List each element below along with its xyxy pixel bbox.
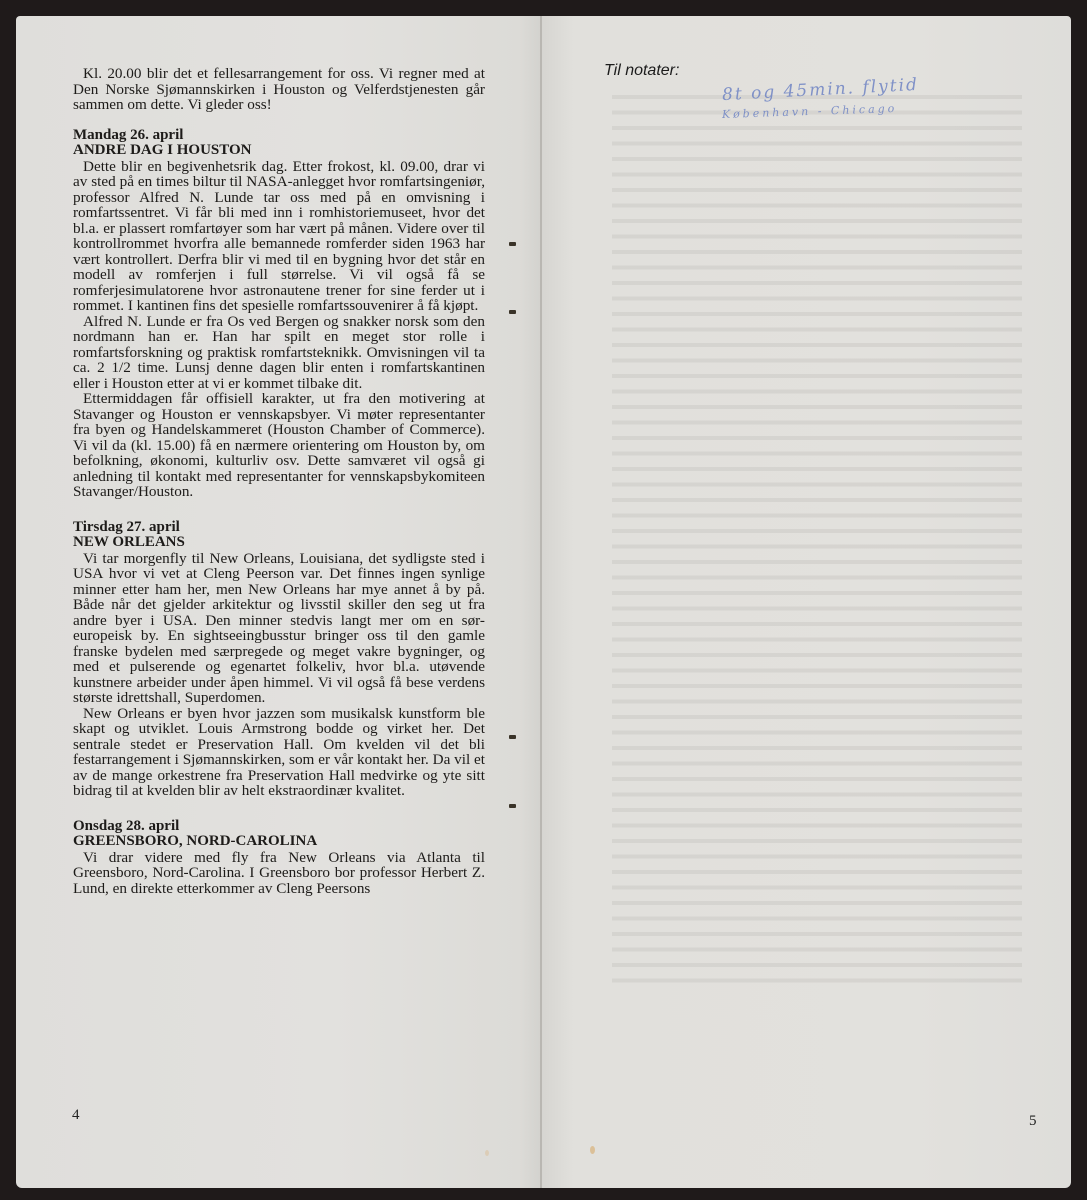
booklet-spread xyxy=(16,16,1071,1188)
section-wednesday xyxy=(73,819,485,897)
paragraph: Vi tar morgenfly til New Orleans, Louisiana, det sydligste sted i USA hvor vi vet at Cleng Peerson var. Det finnes ingen synlige minner etter ham her, men New Orleans har mye annet å by på. Både når det gjelder arkitektur og livsstil skiller den seg ut fra andre byer i USA. Den minner stedvis langt mer om en sør-europeisk by. En sightseeingbusstur bringer oss til den gamle franske bydelen med særpregede og meget vakre bygninger, og med et pulserende og egenartet folkeliv, hvor bl.a. utøvende kunstnere arbeider under åpen himmel. Vi vil også få bese verdens største idrettshall, Superdomen. xyxy=(73,549,485,706)
staple-hole xyxy=(509,804,516,808)
staple-hole xyxy=(509,242,516,246)
notes-label: Til notater: xyxy=(604,62,680,79)
page-number-left: 4 xyxy=(72,1107,80,1123)
section-title: ANDRE DAG I HOUSTON xyxy=(73,142,252,158)
paper-stain xyxy=(590,1146,595,1154)
paper-stain xyxy=(485,1150,489,1156)
section-tuesday xyxy=(73,520,485,799)
section-title: GREENSBORO, NORD-CAROLINA xyxy=(73,833,318,849)
left-page-text-column xyxy=(73,66,485,896)
section-day-heading: Tirsdag 27. april xyxy=(73,518,180,535)
paragraph: New Orleans er byen hvor jazzen som musikalsk kunstform ble skapt og utviklet. Louis Armstrong bodde og virket her. Det sentrale stedet er Preservation Hall. Om kvelden vil det bli festarrangement i Sjømannskirken, som er vår kontakt her. Da vil et av de mange orkestrene fra Preservation Hall medvirke og yte sitt bidrag til at kvelden blir av helt ekstraordinær kvalitet. xyxy=(73,704,485,799)
right-page xyxy=(542,16,1071,1188)
paragraph: Alfred N. Lunde er fra Os ved Bergen og snakker norsk som den nordmann han er. Han har spilt en meget stor rolle i romfartsforskning og praktisk romfartsteknikk. Omvisningen vil ta ca. 2 1/2 time. Lunsj denne dagen blir enten i romfartskantinen eller i Houston etter at vi er kommet tilbake dit. xyxy=(73,312,485,392)
paragraph: Dette blir en begivenhetsrik dag. Etter frokost, kl. 09.00, drar vi av sted på en times biltur til NASA-anlegget hvor romfartsingeniør, professor Alfred N. Lunde tar oss med på en omvisning i romfartssentret. Vi får bli med inn i romhistoriemuseet, hvor det bl.a. er plassert romfartøyer som har vært på månen. Videre over til kontrollrommet hvorfra alle bemannede romferder siden 1963 har vært kontrollert. Derfra blir vi med til en bygning hvor det står en modell av romferjen i full størrelse. Vi vil også få se romferjesimulatorene hvor astronautene trener for sine ferder ut i rommet. I kantinen fins det spesielle romfartssouvenirer å få kjøpt. xyxy=(73,157,485,314)
handwritten-note-line-1: 8t og 45min. flytid xyxy=(721,74,920,106)
staple-hole xyxy=(509,310,516,314)
section-day-heading: Mandag 26. april xyxy=(73,126,184,143)
show-through-texture xyxy=(612,86,1022,986)
page-number-right: 5 xyxy=(1029,1113,1037,1129)
left-page xyxy=(16,16,541,1188)
paragraph: Vi drar videre med fly fra New Orleans via Atlanta til Greensboro, Nord-Carolina. I Greensboro bor professor Herbert Z. Lund, en direkte etterkommer av Cleng Peersons xyxy=(73,848,485,897)
section-title: NEW ORLEANS xyxy=(73,534,185,550)
intro-paragraph: Kl. 20.00 blir det et fellesarrangement for oss. Vi regner med at Den Norske Sjømannskirken i Houston og Velferdstjenesten går sammen om dette. Vi gleder oss! xyxy=(73,65,485,113)
handwritten-note-line-2: København - Chicago xyxy=(721,101,898,122)
section-day-heading: Onsdag 28. april xyxy=(73,817,180,834)
section-monday xyxy=(73,128,485,500)
staple-hole xyxy=(509,735,516,739)
paragraph: Ettermiddagen får offisiell karakter, ut fra den motivering at Stavanger og Houston er vennskapsbyer. Vi møter representanter fra byen og Handelskammeret (Houston Chamber of Commerce). Vi vil da (kl. 15.00) få en nærmere orientering om Houston by, om befolkning, økonomi, kulturliv osv. Dette samværet vil også gi anledning til kontakt med representanter for vennskapsbykomiteen Stavanger/Houston. xyxy=(73,390,485,500)
